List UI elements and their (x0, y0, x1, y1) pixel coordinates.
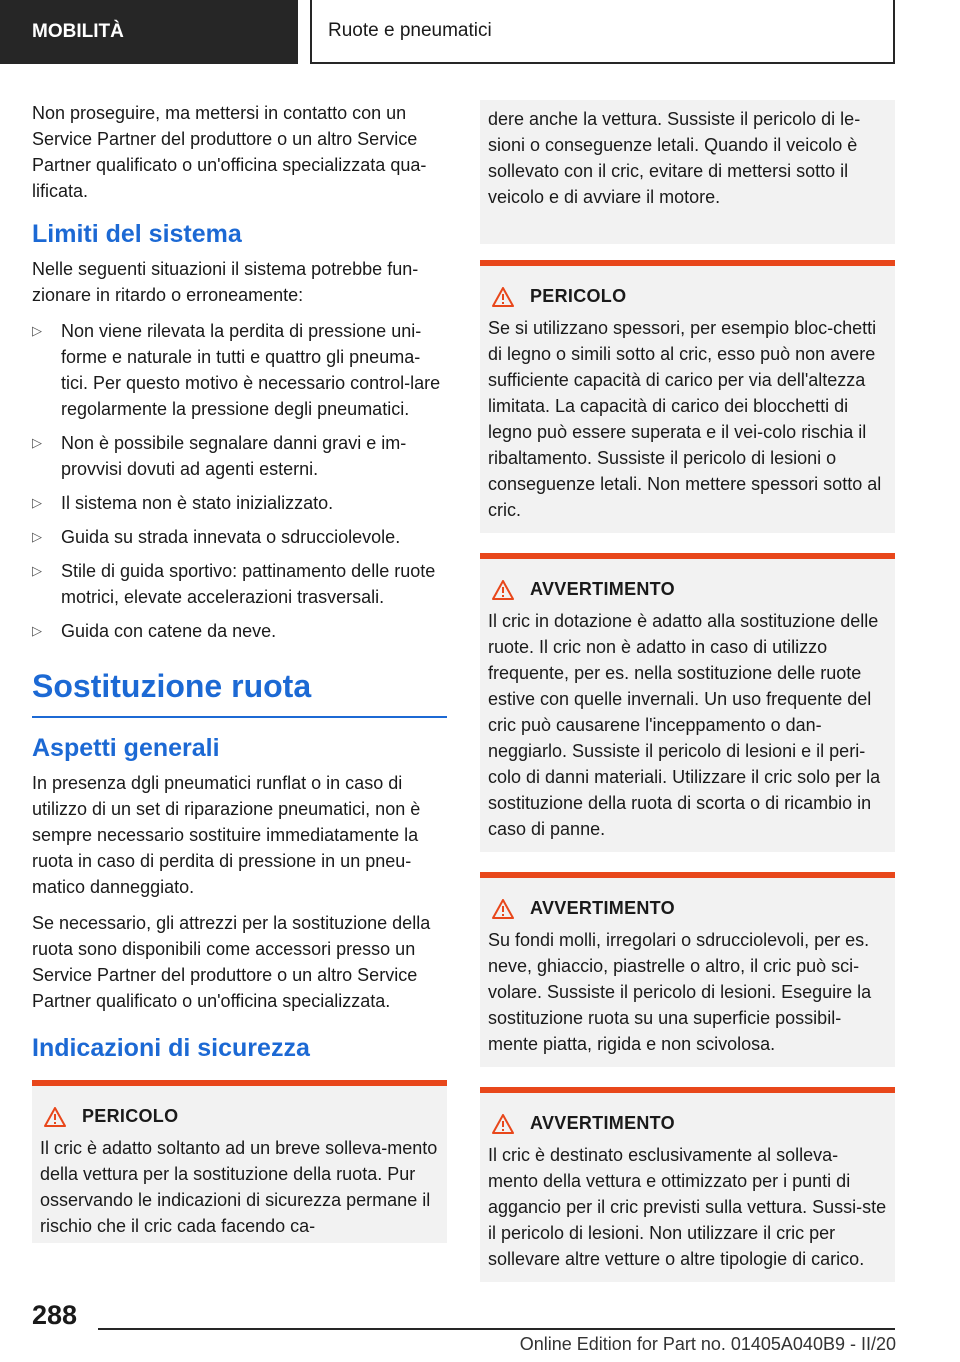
continuation-text: dere anche la vettura. Sussiste il pericolo di le-sioni o conseguenze letali. Quando il veicolo è sollevato con il cric, evitare di mettersi sotto il veicolo e di avviare il motore. (488, 109, 861, 207)
warning-box (480, 260, 895, 533)
triangle-bullet-icon: ▷ (32, 495, 42, 510)
chapter-title: Ruote e pneumatici (310, 0, 895, 64)
warning-text: Su fondi molli, irregolari o sdrucciolevoli, per es. neve, ghiaccio, piastrelle o altro, il cric può sci-volare. Sussiste il pericolo di lesioni. Eseguire la sostituzione ruota su una superficie possibil-mente piatta, rigida e non scivolosa. (488, 930, 872, 1054)
warning-box (480, 872, 895, 1067)
general-paragraph-2: Se necessario, gli attrezzi per la sostituzione della ruota sono disponibili come accessori presso un Service Partner del produttore o un altro Service Partner qualificato o un'officina specializzata. (32, 913, 431, 1011)
heading-rule (32, 716, 447, 718)
page-footer (0, 1290, 960, 1362)
page-header (0, 0, 960, 66)
warning-box (32, 1080, 447, 1243)
list-item: ▷ Non viene rilevata la perdita di pressione uni-forme e naturale in tutti e quattro gli pneuma-tici. Per questo motivo è necessario control-lare regolarmente la pressione degli pneumatici. (32, 318, 447, 422)
general-paragraph-1: In presenza dgli pneumatici runflat o in caso di utilizzo di un set di riparazione pneumatici, non è sempre necessario sostituire immediatamente la ruota in caso di perdita di pressione in un pneu-matico danneggiato. (32, 773, 421, 897)
warning-triangle-icon (492, 899, 514, 919)
section-tab: MOBILITÀ (0, 0, 298, 64)
warning-text: Se si utilizzano spessori, per esempio bloc-chetti di legno o simili sotto al cric, esso può non avere sufficiente capacità di carico per via dell'altezza limitata. La capacità di carico dei blocchetti di legno può essere superata e il vei-colo rischia il ribaltamento. Sussiste il pericolo di lesioni o conseguenze letali. Non mettere spessori sotto al cric. (488, 318, 882, 520)
warning-title: PERICOLO (40, 1106, 439, 1127)
warning-box (480, 1087, 895, 1282)
warning-title: AVVERTIMENTO (488, 898, 887, 919)
edition-text: Online Edition for Part no. 01405A040B9 - II/20 (519, 1334, 896, 1354)
limits-list (32, 318, 447, 644)
triangle-bullet-icon: ▷ (32, 323, 42, 338)
general-heading: Aspetti generali (32, 734, 220, 762)
list-item: ▷ Il sistema non è stato inizializzato. (32, 490, 447, 516)
warning-triangle-icon (44, 1107, 66, 1127)
warning-continuation (480, 100, 895, 244)
list-item: ▷ Guida su strada innevata o sdrucciolevole. (32, 524, 447, 550)
limits-heading: Limiti del sistema (32, 220, 242, 248)
triangle-bullet-icon: ▷ (32, 529, 42, 544)
limits-paragraph: Nelle seguenti situazioni il sistema potrebbe fun-zionare in ritardo o erroneamente: (32, 259, 419, 305)
triangle-bullet-icon: ▷ (32, 563, 42, 578)
left-column (32, 100, 447, 1243)
list-item: ▷ Non è possibile segnalare danni gravi e im-provvisi dovuti ad agenti esterni. (32, 430, 447, 482)
list-item: ▷ Guida con catene da neve. (32, 618, 447, 644)
warning-text: Il cric in dotazione è adatto alla sostituzione delle ruote. Il cric non è adatto in caso di utilizzo frequente, per es. nella sostituzione delle ruote estive con quelle invernali. Un uso frequente del cric può causarene l'inceppamento o dan-neggiarlo. Sussiste il pericolo di lesioni e il peri-colo di danni materiali. Utilizzare il cric solo per la sostituzione della ruota di scorta o di ricambio in caso di panne. (488, 611, 881, 839)
page-number: 288 (32, 1300, 78, 1330)
warning-title: PERICOLO (488, 286, 887, 307)
main-heading: Sostituzione ruota (32, 668, 312, 704)
warning-text: Il cric è destinato esclusivamente al solleva-mento della vettura e ottimizzato per i punti di aggancio per il cric previsti sulla vettura. Sussi-ste il pericolo di lesioni. Non utilizzare il cric per sollevare altre vetture o altre tipologie di carico. (488, 1145, 887, 1269)
warning-triangle-icon (492, 287, 514, 307)
warning-triangle-icon (492, 1114, 514, 1134)
triangle-bullet-icon: ▷ (32, 623, 42, 638)
footer-rule (98, 1328, 895, 1330)
right-column (480, 100, 895, 1302)
safety-heading: Indicazioni di sicurezza (32, 1034, 310, 1062)
warning-title: AVVERTIMENTO (488, 1113, 887, 1134)
warning-title: AVVERTIMENTO (488, 579, 887, 600)
warning-box (480, 553, 895, 852)
intro-paragraph: Non proseguire, ma mettersi in contatto con un Service Partner del produttore o un altro Service Partner qualificato o un'officina specializzata qua-lificata. (32, 103, 427, 201)
list-item: ▷ Stile di guida sportivo: pattinamento delle ruote motrici, elevate accelerazioni trasversali. (32, 558, 447, 610)
warning-triangle-icon (492, 580, 514, 600)
triangle-bullet-icon: ▷ (32, 435, 42, 450)
warning-text: Il cric è adatto soltanto ad un breve solleva-mento della vettura per la sostituzione della ruota. Pur osservando le indicazioni di sicurezza permane il rischio che il cric cada facendo ca- (40, 1138, 438, 1236)
